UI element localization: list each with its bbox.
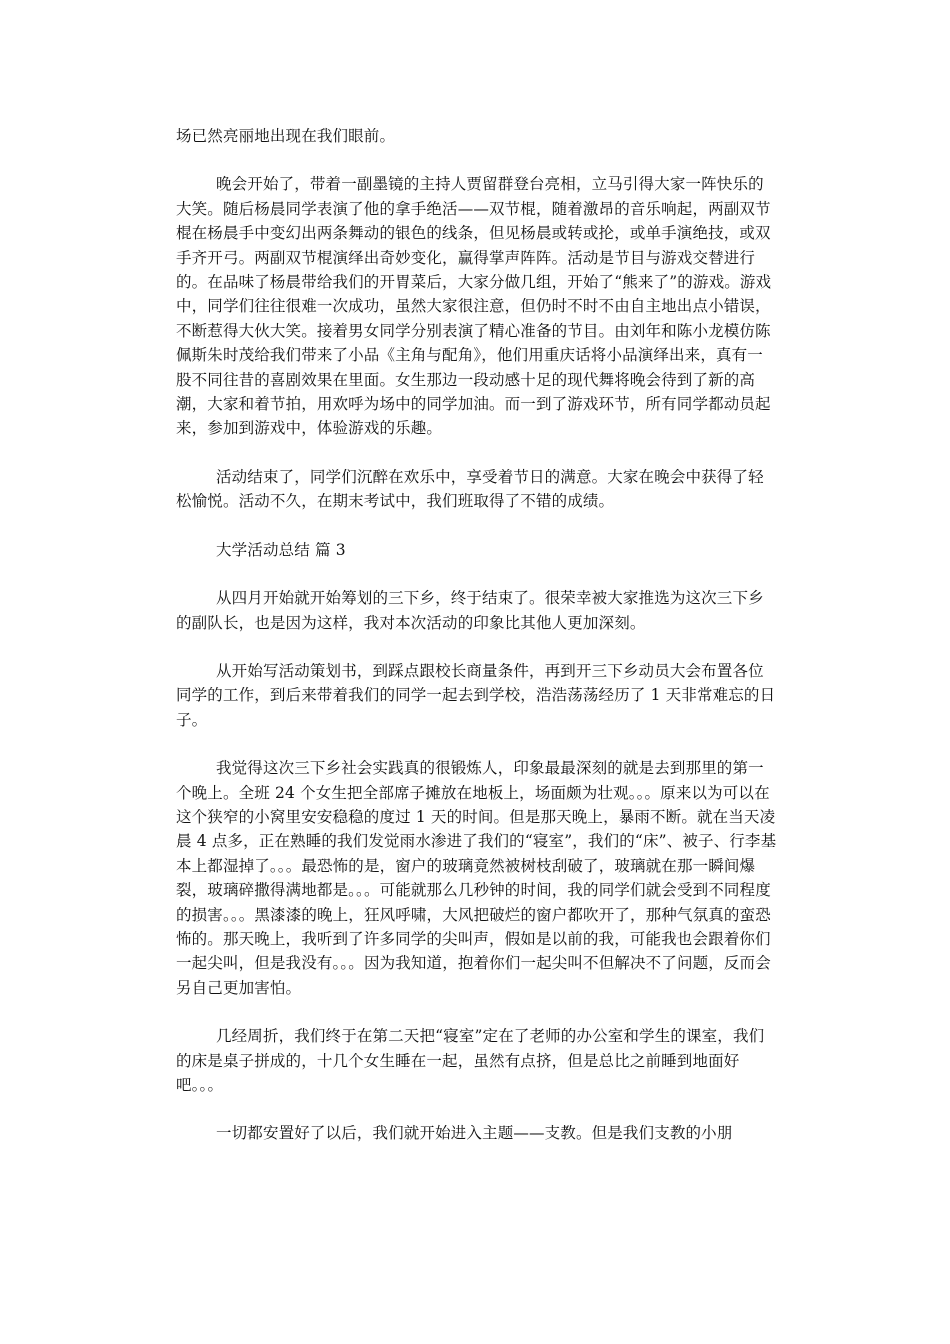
paragraph-activity-end: 活动结束了，同学们沉醉在欢乐中，享受着节日的满意。大家在晚会中获得了轻松愉悦。活动不久，在期末考试中，我们班取得了不错的成绩。 bbox=[176, 467, 764, 511]
paragraph-evening-party: 晚会开始了，带着一副墨镜的主持人贾留群登台亮相，立马引得大家一阵快乐的大笑。随后杨晨同学表演了他的拿手绝活——双节棍，随着激昂的音乐响起，两副双节棍在杨晨手中变幻出两条舞动的银色的线条，但见杨晨或转或抡，或单手演绝技，或双手齐开弓。两副双节棍演绎出奇妙变化，赢得掌声阵阵。活动是节目与游戏交替进行的。在品味了杨晨带给我们的开胃菜后，大家分做几组，开始了“熊来了”的游戏。游戏中，同学们往往很难一次成功，虽然大家很注意，但仍时不时不由自主地出点小错误，不断惹得大伙大笑。接着男女同学分别表演了精心准备的节目。由刘年和陈小龙模仿陈佩斯朱时茂给我们带来了小品《主角与配角》，他们用重庆话将小品演绎出来，真有一股不同往昔的喜剧效果在里面。女生那边一段动感十足的现代舞将晚会待到了新的高潮，大家和着节拍，用欢呼为场中的同学加油。而一到了游戏环节，所有同学都动员起来，参加到游戏中，体验游戏的乐趣。 bbox=[176, 175, 772, 438]
paragraph-planning: 从四月开始就开始筹划的三下乡，终于结束了。很荣幸被大家推选为这次三下乡的副队长，也是因为这样，我对本次活动的印象比其他人更加深刻。 bbox=[176, 589, 764, 632]
paragraph-continuation: 场已然亮丽地出现在我们眼前。 bbox=[176, 127, 396, 145]
document-body bbox=[176, 124, 778, 1146]
section-heading: 大学活动总结 篇 3 bbox=[216, 540, 346, 559]
paragraph-preparation: 从开始写活动策划书，到踩点跟校长商量条件，再到开三下乡动员大会布置各位同学的工作，到后来带着我们的同学一起去到学校，浩浩荡荡经历了 1 天非常难忘的日子。 bbox=[176, 661, 776, 729]
paragraph-dorm: 几经周折，我们终于在第二天把“寝室”定在了老师的办公室和学生的课室，我们的床是桌子拼成的，十几个女生睡在一起，虽然有点挤，但是总比之前睡到地面好吧。。。 bbox=[176, 1027, 765, 1094]
paragraph-first-night: 我觉得这次三下乡社会实践真的很锻炼人，印象最最深刻的就是去到那里的第一个晚上。全班 24 个女生把全部席子摊放在地板上，场面颇为壮观。。。原来以为可以在这个狭窄的小窝里安安稳稳的度过 1 天的时间。但是那天晚上，暴雨不断。就在当天凌晨 4 点多，正在熟睡的我们发觉雨水渗进了我们的“寝室”，我们的“床”、被子、行李基本上都湿掉了。。。最恐怖的是，窗户的玻璃竟然被树枝刮破了，玻璃就在那一瞬间爆裂，玻璃碎撒得满地都是。。。可能就那么几秒钟的时间，我的同学们就会受到不同程度的损害。。。黑漆漆的晚上，狂风呼啸，大风把破烂的窗户都吹开了，那种气氛真的蛮恐怖的。那天晚上，我听到了许多同学的尖叫声，假如是以前的我，可能我也会跟着你们一起尖叫，但是我没有。。。因为我知道，抱着你们一起尖叫不但解决不了问题，反而会另自己更加害怕。 bbox=[176, 759, 777, 997]
paragraph-teaching: 一切都安置好了以后，我们就开始进入主题——支教。但是我们支教的小朋 bbox=[216, 1124, 733, 1143]
